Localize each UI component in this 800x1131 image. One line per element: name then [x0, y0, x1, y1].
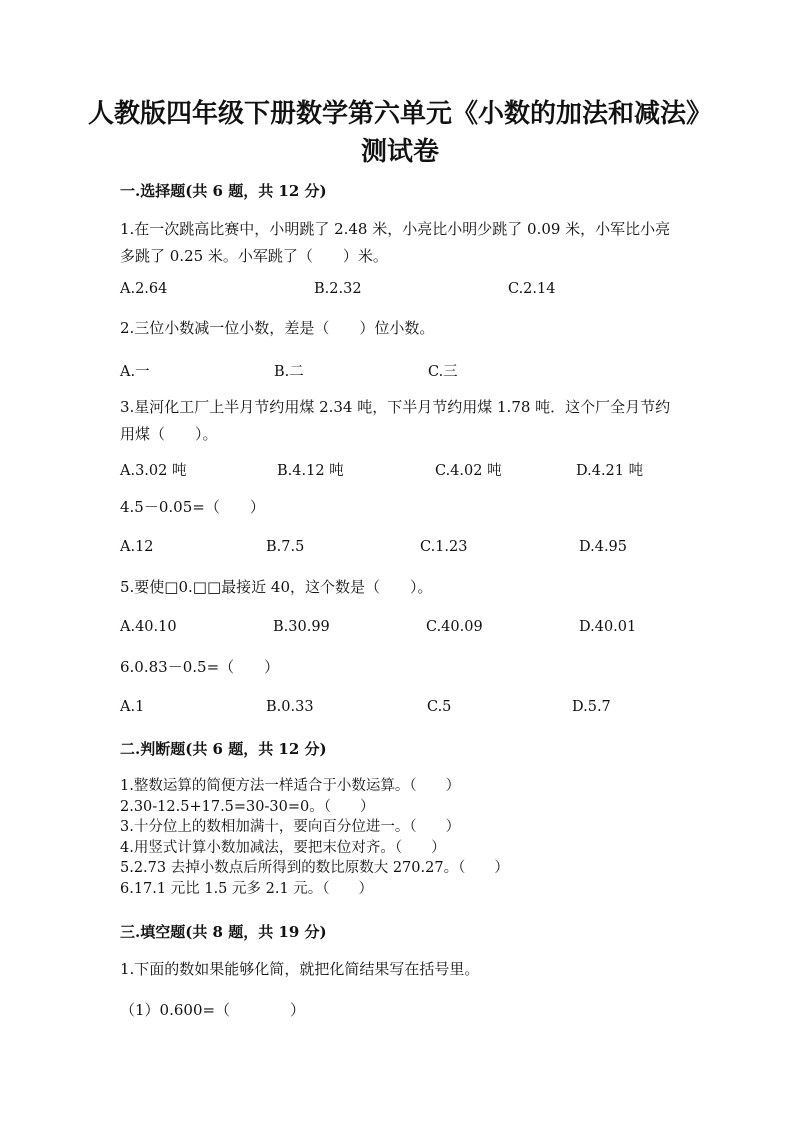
choice-options-6 [120, 699, 680, 719]
judge-item-6: 6.17.1 元比 1.5 元多 2.1 元。（ ） [120, 880, 374, 897]
fill-question-1: 1.下面的数如果能够化简，就把化简结果写在括号里。 [120, 960, 480, 978]
choice-question-5: 5.要使□0.□□最接近 40，这个数是（ ）。 [120, 578, 433, 596]
option-c: C.三 [428, 364, 458, 380]
judge-item-1: 1.整数运算的简便方法一样适合于小数运算。（ ） [120, 778, 461, 794]
fill-question-1-sub-1: （1）0.600=（ ） [120, 1001, 306, 1019]
option-b: B.0.33 [266, 699, 314, 715]
option-c: C.4.02 吨 [435, 463, 502, 479]
option-a: A.40.10 [120, 619, 177, 635]
option-b: B.4.12 吨 [277, 463, 344, 479]
section-judge-header: 二.判断题(共 6 题，共 12 分) [120, 740, 327, 758]
option-b: B.二 [274, 364, 304, 380]
choice-question-4: 4.5－0.05=（ ） [120, 498, 265, 516]
choice-question-1: 1.在一次跳高比赛中，小明跳了 2.48 米，小亮比小明少跳了 0.09 米，小军比小亮多跳了 0.25 米。小军跳了（ ）米。 [120, 220, 671, 265]
option-c: C.5 [427, 699, 452, 715]
option-c: C.40.09 [426, 619, 483, 635]
choice-question-6: 6.0.83－0.5=（ ） [120, 658, 280, 676]
section-fill-header: 三.填空题(共 8 题，共 19 分) [120, 923, 327, 941]
choice-options-5 [120, 619, 680, 639]
option-d: D.4.21 吨 [576, 463, 644, 479]
option-c: C.1.23 [420, 539, 468, 555]
choice-options-1 [120, 281, 680, 301]
section-choice-header: 一.选择题(共 6 题，共 12 分) [120, 182, 327, 200]
option-a: A.1 [120, 699, 145, 715]
option-c: C.2.14 [508, 281, 556, 297]
judge-item-4: 4.用竖式计算小数加减法，要把末位对齐。（ ） [120, 839, 446, 856]
choice-options-4 [120, 539, 680, 559]
option-b: B.7.5 [266, 539, 305, 555]
choice-question-3: 3.星河化工厂上半月节约用煤 2.34 吨，下半月节约用煤 1.78 吨．这个厂全月节约用煤（ ）。 [120, 398, 671, 443]
judge-item-5: 5.2.73 去掉小数点后所得到的数比原数大 270.27。（ ） [120, 860, 509, 876]
choice-options-2 [120, 360, 680, 380]
choice-options-3 [120, 459, 680, 479]
option-b: B.30.99 [273, 619, 330, 635]
option-a: A.一 [120, 364, 150, 380]
judge-item-3: 3.十分位上的数相加满十，要向百分位进一。（ ） [120, 819, 461, 835]
option-b: B.2.32 [314, 281, 362, 297]
page-title: 人教版四年级下册数学第六单元《小数的加法和减法》测试卷 [87, 99, 712, 167]
option-a: A.12 [120, 539, 154, 555]
option-a: A.2.64 [120, 281, 168, 297]
judge-item-2: 2.30-12.5+17.5=30-30=0。（ ） [120, 798, 375, 815]
judge-list [120, 776, 680, 899]
option-d: D.5.7 [572, 699, 611, 715]
option-d: D.4.95 [579, 539, 628, 555]
option-d: D.40.01 [579, 619, 637, 635]
choice-question-2: 2.三位小数减一位小数，差是（ ）位小数。 [120, 319, 435, 337]
option-a: A.3.02 吨 [120, 463, 187, 479]
